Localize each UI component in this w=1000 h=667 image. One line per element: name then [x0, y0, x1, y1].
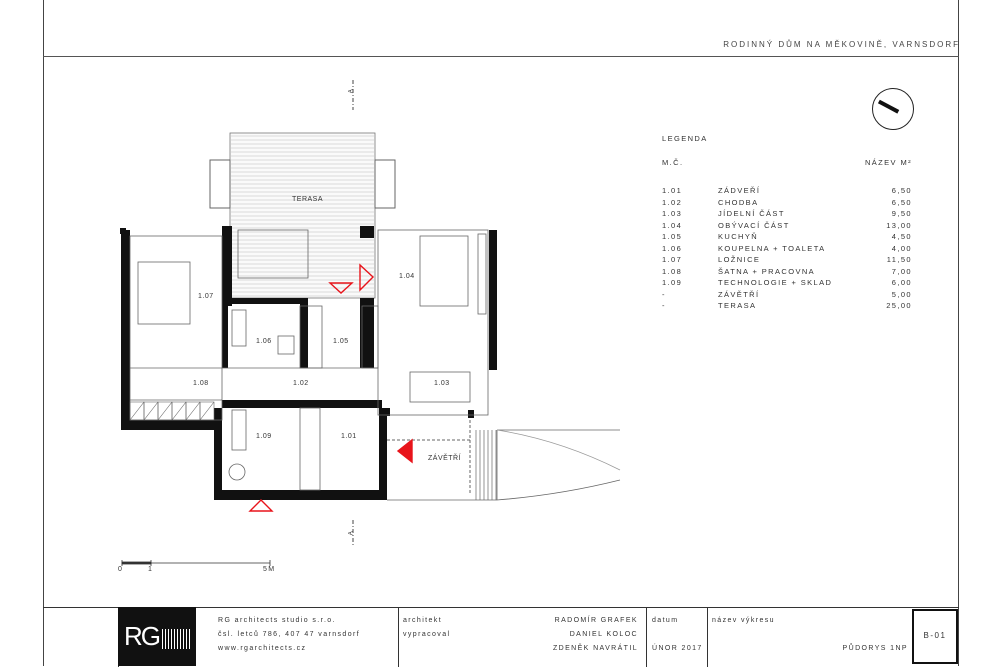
legend-area: 4,50 [891, 232, 912, 241]
legend-name: ZÁVĚTŘÍ [718, 289, 760, 299]
legend-title: LEGENDA [662, 134, 708, 143]
studio-address: čsl. letců 786, 407 47 varnsdorf [218, 631, 361, 638]
legend-row [662, 301, 914, 312]
legend-area: 4,00 [891, 243, 912, 253]
legend-no: - [662, 301, 666, 310]
architect-name: RADOMÍR GRAFEK [554, 617, 638, 624]
legend-area: 5,00 [891, 289, 912, 299]
legend-name: LOŽNICE [718, 255, 761, 264]
date-value: ÚNOR 2017 [652, 645, 703, 652]
datum-label: datum [652, 617, 679, 624]
sheet-number-box [912, 609, 958, 664]
north-arrow-icon [872, 88, 914, 130]
room-label-101: 1.01 [341, 433, 357, 440]
legend-row [662, 244, 914, 255]
room-label-108: 1.08 [193, 380, 209, 387]
project-title: RODINNÝ DŮM NA MĚKOVINĚ, VARNSDORF [723, 40, 960, 49]
legend-col-name: NÁZEV M² [864, 158, 912, 167]
room-label-106: 1.06 [256, 338, 272, 345]
legend-name: KUCHYŇ [718, 232, 759, 241]
architekt-label: architekt [403, 617, 443, 624]
legend-no: 1.01 [662, 186, 683, 195]
legend-name: JÍDELNÍ ČÁST [718, 209, 785, 218]
legend-no: 1.05 [662, 232, 683, 241]
drawn-by-2: ZDENĚK NAVRÁTIL [552, 645, 638, 652]
legend-row [662, 290, 914, 301]
scale-label-0: 0 [118, 566, 124, 573]
room-label-104: 1.04 [399, 273, 415, 280]
scale-bar [122, 560, 270, 566]
legend-area: 6,50 [891, 197, 912, 207]
legend-area: 7,00 [891, 266, 912, 276]
legend-area: 6,00 [891, 278, 912, 287]
legend-name: TERASA [718, 301, 757, 310]
legend-no: 1.02 [662, 197, 683, 207]
legend-name: ZÁDVEŘÍ [718, 186, 761, 195]
sheet-number: B-01 [923, 631, 947, 640]
legend-no: - [662, 289, 666, 299]
studio-logo [118, 607, 196, 666]
room-label-102: 1.02 [293, 380, 309, 387]
legend-no: 1.03 [662, 209, 683, 218]
legend-area: 25,00 [886, 301, 912, 310]
legend-no: 1.07 [662, 255, 683, 264]
legend-name: KOUPELNA + TOALETA [718, 243, 826, 253]
legend-no: 1.04 [662, 220, 683, 230]
legend-area: 13,00 [886, 220, 912, 230]
room-label-107: 1.07 [198, 293, 214, 300]
room-label-105: 1.05 [333, 338, 349, 345]
legend-name: ŠATNA + PRACOVNA [718, 266, 816, 276]
room-label-terasa: TERASA [292, 196, 324, 203]
section-mark-bottom: A [348, 530, 355, 536]
drawn-by-1: DANIEL KOLOC [569, 631, 638, 638]
drawing-name-label: název výkresu [712, 617, 775, 624]
legend-name: TECHNOLOGIE + SKLAD [718, 278, 833, 287]
legend-row [662, 255, 914, 266]
studio-name: RG architects studio s.r.o. [218, 617, 336, 624]
section-mark-top: A [348, 88, 355, 94]
studio-web: www.rgarchitects.cz [218, 645, 307, 652]
vypracoval-label: vypracoval [403, 631, 451, 638]
legend-area: 9,50 [891, 209, 912, 218]
legend-row [662, 267, 914, 278]
legend-col-no: M.Č. [662, 158, 684, 167]
legend-name: OBÝVACÍ ČÁST [718, 220, 790, 230]
legend-area: 6,50 [891, 186, 912, 195]
scale-label-5m: 5M [263, 566, 276, 573]
legend-name: CHODBA [718, 197, 759, 207]
legend-row [662, 198, 914, 209]
legend-no: 1.08 [662, 266, 683, 276]
legend-area: 11,50 [886, 255, 912, 264]
legend-row [662, 232, 914, 243]
legend-no: 1.06 [662, 243, 683, 253]
legend-row [662, 209, 914, 220]
room-label-109: 1.09 [256, 433, 272, 440]
logo-text: RG [124, 621, 159, 651]
legend-row [662, 186, 914, 197]
legend-row [662, 221, 914, 232]
room-label-zavetri: ZÁVĚTŘÍ [428, 455, 462, 462]
scale-label-1: 1 [148, 566, 154, 573]
legend-no: 1.09 [662, 278, 683, 287]
drawing-name: PŮDORYS 1NP [842, 645, 908, 652]
room-label-103: 1.03 [434, 380, 450, 387]
legend-row [662, 278, 914, 289]
